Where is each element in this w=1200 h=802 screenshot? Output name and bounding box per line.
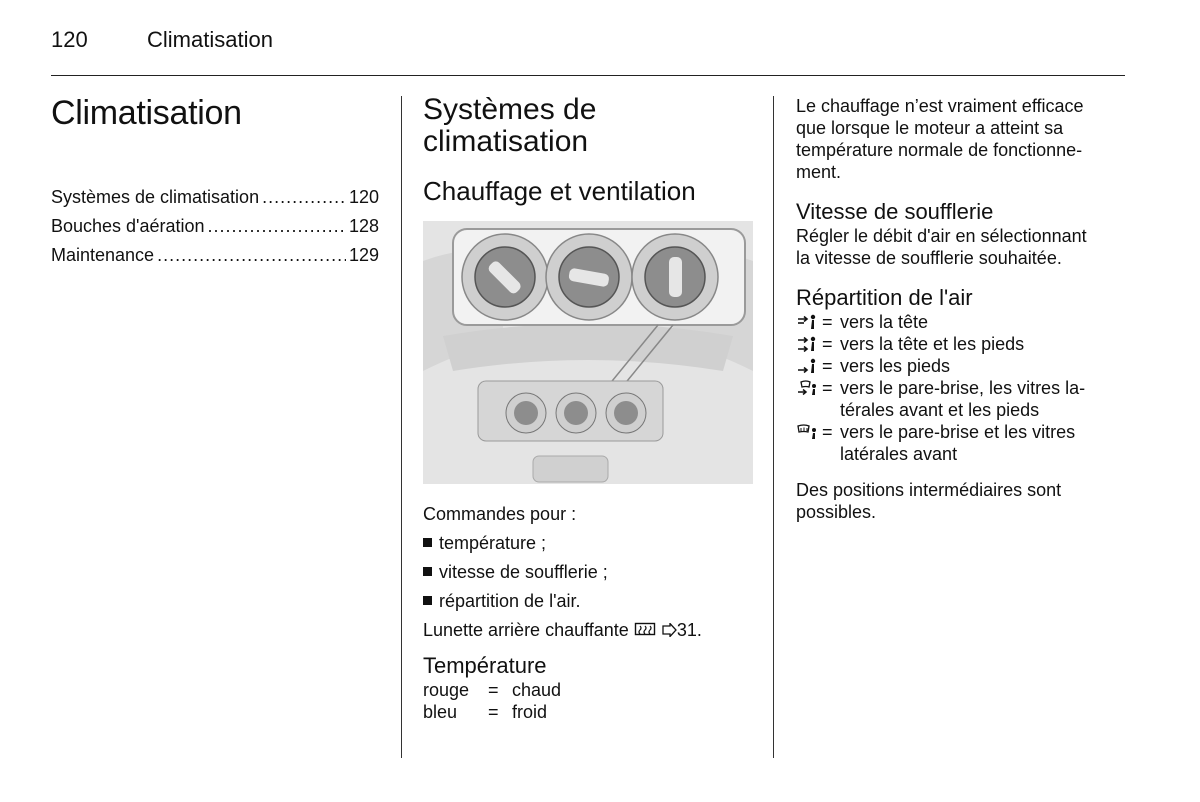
toc-entry[interactable] bbox=[51, 183, 379, 212]
air-distribution-heading: Répartition de l'air bbox=[796, 285, 973, 310]
rear-window-heating-icon bbox=[634, 622, 656, 638]
efficiency-note: Le chauffage n’est vraiment efficace que lorsque le moteur a atteint sa température normale de fonctionne- ment. bbox=[796, 96, 1084, 182]
main-column bbox=[423, 94, 753, 723]
page-reference-icon bbox=[661, 623, 677, 637]
head-feet-airflow-icon bbox=[796, 336, 818, 352]
header-rule bbox=[51, 75, 1125, 76]
distribution-item: = vers le pare-brise, les vitres la- térales avant et les pieds bbox=[796, 377, 1126, 421]
distribution-item: = vers la tête bbox=[796, 311, 1126, 333]
toc-entry[interactable] bbox=[51, 212, 379, 241]
column-divider-1 bbox=[401, 96, 402, 758]
fan-speed-text: Régler le débit d'air en sélectionnant la vitesse de soufflerie souhaitée. bbox=[796, 226, 1087, 268]
windscreen-airflow-icon bbox=[796, 424, 818, 440]
toc-entry-title: Bouches d'aération bbox=[51, 216, 205, 236]
feet-airflow-icon bbox=[796, 358, 818, 374]
temperature-knob bbox=[462, 234, 548, 320]
commands-intro: Commandes pour : bbox=[423, 504, 577, 524]
air-distribution-knob bbox=[632, 234, 718, 320]
toc-entry-title: Maintenance bbox=[51, 245, 155, 265]
temperature-heading: Température bbox=[423, 653, 547, 678]
chapter-title: Climatisation bbox=[51, 94, 242, 132]
fan-speed-knob bbox=[546, 234, 632, 320]
distribution-item: = vers les pieds bbox=[796, 355, 1126, 377]
temperature-row: bleu = froid bbox=[423, 702, 548, 722]
climate-controls-illustration bbox=[423, 221, 753, 484]
bullet-item: vitesse de soufflerie ; bbox=[423, 561, 753, 583]
table-of-contents bbox=[51, 183, 379, 270]
page-number: 120 bbox=[51, 27, 88, 52]
toc-entry[interactable] bbox=[51, 241, 379, 270]
page-reference[interactable]: 31. bbox=[676, 620, 702, 640]
right-column bbox=[796, 95, 1126, 523]
windscreen-feet-airflow-icon bbox=[796, 380, 818, 396]
intermediate-positions-note: Des positions intermédiaires sont possibles. bbox=[796, 480, 1062, 522]
toc-entry-page: 129 bbox=[348, 245, 379, 265]
bullet-item: température ; bbox=[423, 532, 753, 554]
head-airflow-icon bbox=[796, 314, 818, 330]
chapter-column bbox=[51, 94, 379, 270]
running-title: Climatisation bbox=[147, 27, 273, 52]
toc-entry-page: 128 bbox=[348, 216, 379, 236]
bullet-item: répartition de l'air. bbox=[423, 590, 753, 612]
toc-entry-page: 120 bbox=[348, 187, 379, 207]
toc-entry-title: Systèmes de climatisation bbox=[51, 187, 260, 207]
page-header bbox=[51, 27, 273, 53]
rear-window-note: Lunette arrière chauffante 31. bbox=[423, 620, 702, 640]
distribution-item: = vers le pare-brise et les vitres latérales avant bbox=[796, 421, 1126, 465]
temperature-row: rouge = chaud bbox=[423, 680, 562, 700]
distribution-item: = vers la tête et les pieds bbox=[796, 333, 1126, 355]
column-divider-2 bbox=[773, 96, 774, 758]
subsection-heading: Chauffage et ventilation bbox=[423, 176, 696, 206]
section-heading: Systèmes de climatisation bbox=[423, 93, 597, 158]
fan-speed-heading: Vitesse de soufflerie bbox=[796, 199, 994, 224]
